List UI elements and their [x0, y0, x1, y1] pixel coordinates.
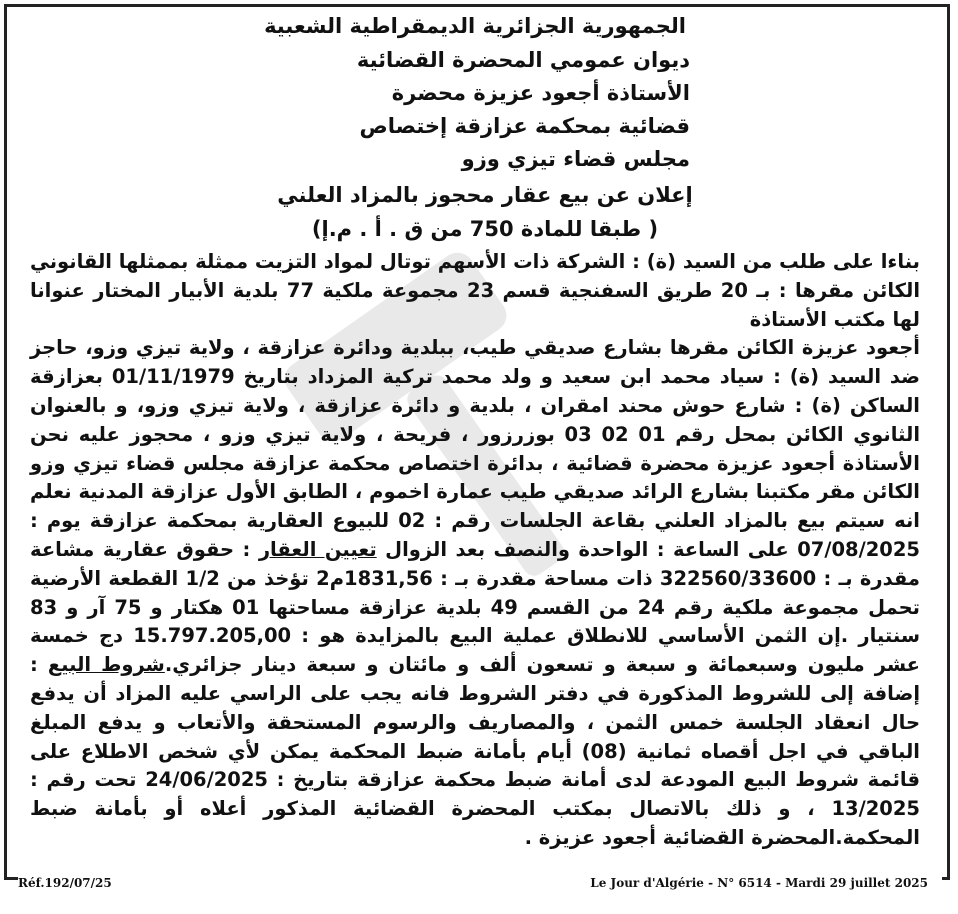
- office-line-1: ديوان عمومي المحضرة القضائية: [356, 48, 690, 72]
- footer-bar: [18, 874, 942, 894]
- paragraph-2-part-3: : إضافة إلى للشروط المذكورة في دفتر الشروط فانه يجب على الراسي عليه المزاد أن يدفع حال انعقاد الجلسة خمس الثمن ، والمصاريف والرسوم المستحقة والأتعاب و يدفع المبلغ الباقي في اجل أقصاه ثمانية (08) أيام بأمانة ضبط المحكمة يمكن لأي شخص الاطلاع على قائمة شروط البيع المودعة لدى أمانة ضبط محكمة عزازقة بتاريخ : 24/06/2025 تحت رقم : 13/2025 ، و ذلك بالاتصال بمكتب المحضرة القضائية المذكور أعلاه أو بأمانة ضبط المحكمة.المحضرة القضائية أجعود عزيزة .: [30, 653, 920, 849]
- reference-number: Réf.192/07/25: [18, 876, 116, 890]
- announcement-subtitle: ( طبقا للمادة 750 من ق . أ . م.إ): [311, 217, 659, 241]
- property-designation-label: تعيين العقار: [258, 537, 377, 561]
- office-line-4: مجلس قضاء تيزي وزو: [461, 147, 690, 171]
- announcement-text: [30, 248, 920, 853]
- announcement-title: إعلان عن بيع عقار محجوز بالمزاد العلني: [277, 183, 693, 207]
- document-body: [30, 10, 920, 853]
- office-line-3: قضائية بمحكمة عزازقة إختصاص: [359, 114, 690, 138]
- paragraph-2: [30, 334, 920, 852]
- republic-heading: الجمهورية الجزائرية الديمقراطية الشعبية: [264, 14, 686, 38]
- paragraph-1: بناءا على طلب من السيد (ة) : الشركة ذات الأسهم توتال لمواد التزيت ممثلة بممثلها القانوني الكائن مقرها : بـ 20 طريق السفنجية قسم 23 مجموعة ملكية 77 بلدية الأبيار المختار عنوانا لها مكتب الأستاذة: [30, 250, 921, 331]
- journal-issue: Le Jour d'Algérie - N° 6514 - Mardi 29 juillet 2025: [586, 876, 928, 890]
- paragraph-2-part-1: أجعود عزيزة الكائن مقرها بشارع صديقي طيب، ببلدية ودائرة عزازقة ، ولاية تيزي وزو، حاجز ضد السيد (ة) : سياد محمد ابن سعيد و ولد محمد تركية المزداد بتاريخ 01/11/1979 بعزازقة الساكن (ة) : شارع حوش محند امقران ، بلدية و دائرة عزازقة ، ولاية تيزي وزو، و بالعنوان الثانوي الكائن بمحل رقم 01 02 03 بوزرزور ، فريحة ، ولاية تيزي وزو ، محجوز عليه نحن الأستاذة أجعود عزيزة محضرة قضائية ، بدائرة اختصاص محكمة عزازقة مجلس قضاء تيزي وزو الكائن مقر مكتبنا بشارع الرائد صديقي طيب عمارة اخموم ، الطابق الأول عزازقة المدنية نعلم انه سيتم بيع بالمزاد العلني بقاعة الجلسات رقم : 02 للبيوع العقارية بمحكمة عزازقة يوم : 07/08/2025 على الساعة : الواحدة والنصف بعد الزوال: [30, 336, 920, 561]
- office-block: [30, 44, 920, 176]
- sale-conditions-label: شروط البيع: [47, 653, 165, 677]
- office-line-2: الأستاذة أجعود عزيزة محضرة: [391, 81, 690, 105]
- paragraph-2-part-2: : حقوق عقارية مشاعة مقدرة بـ : 322560/33600 ذات مساحة مقدرة بـ : 1831,56م2 تؤخذ من 1/2 القطعة الأرضية تحمل مجموعة ملكية رقم 24 من القسم 49 بلدية عزازقة مساحتها 01 هكتار و 75 آر و 83 سنتيار .إن الثمن الأساسي للانطلاق عملية البيع بالمزايدة هو : 15.797.205,00 دج خمسة عشر مليون وسبعمائة و سبعة و تسعون ألف و مائتان و سبعة دينار جزائري.: [30, 537, 921, 677]
